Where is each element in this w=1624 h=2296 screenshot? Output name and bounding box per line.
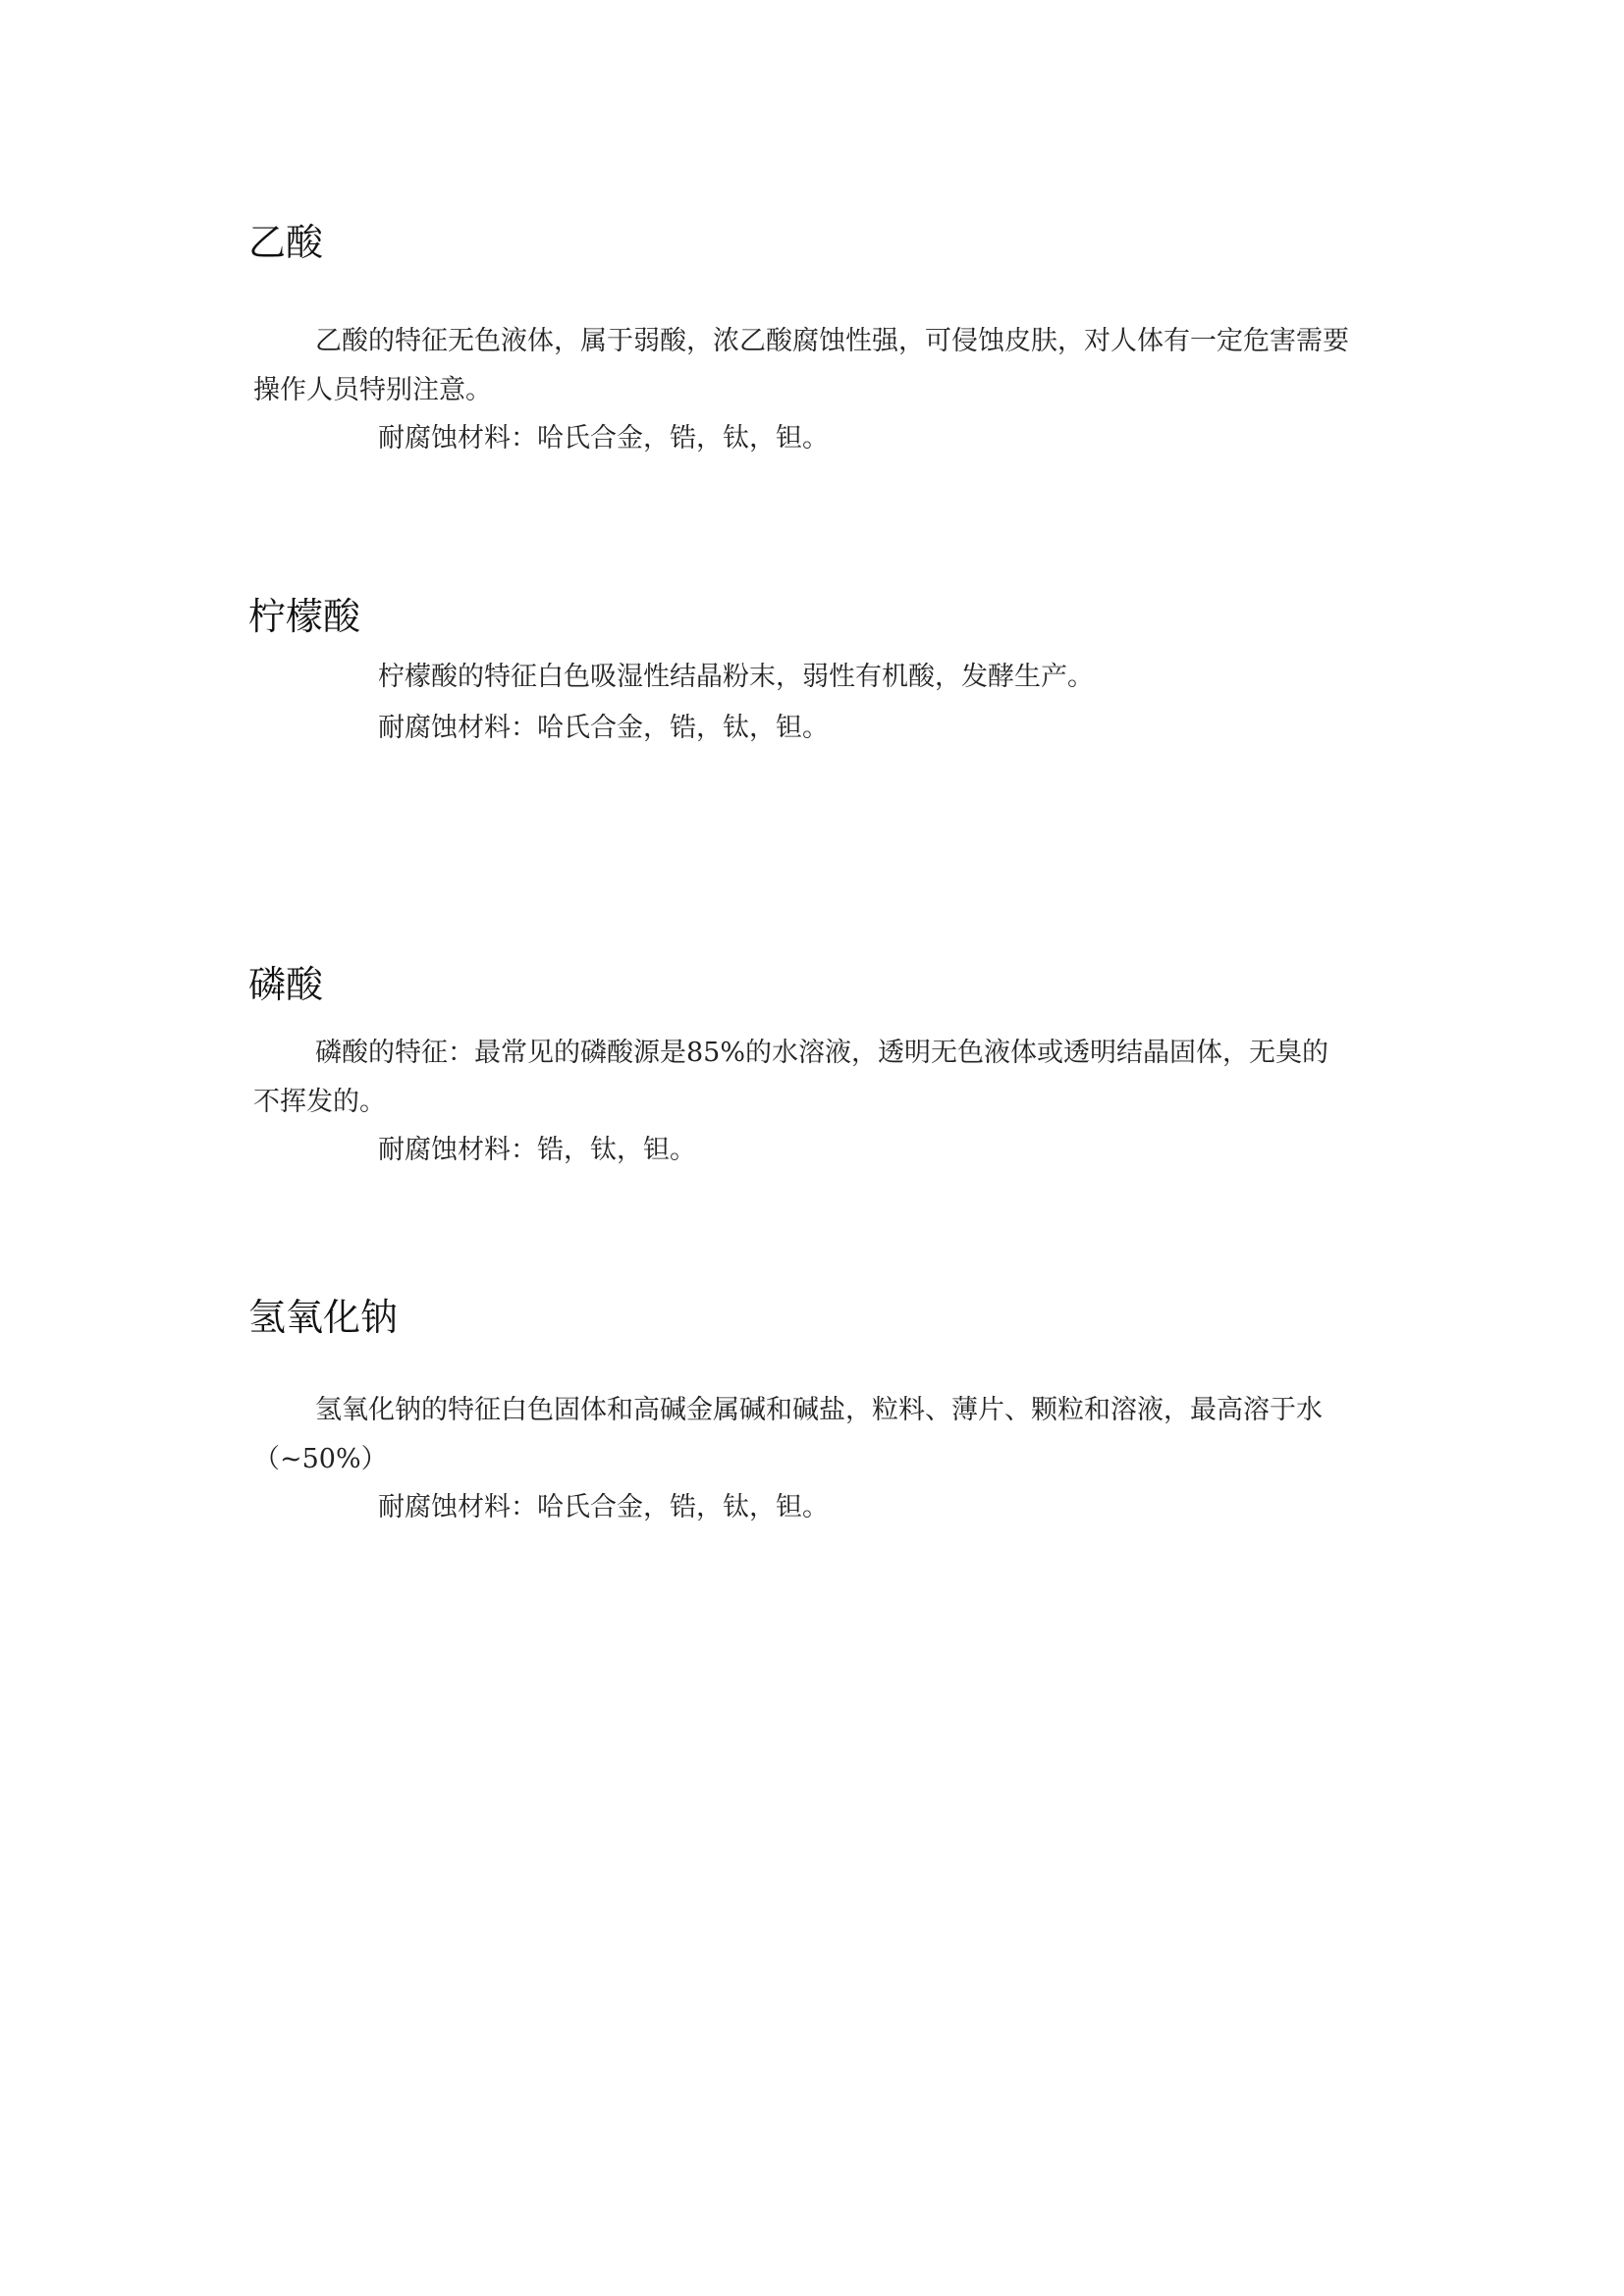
section-materials-citric-acid: 耐腐蚀材料：哈氏合金，锆，钛，钽。 bbox=[378, 713, 829, 743]
section-description-acetic-acid: 乙酸的特征无色液体，属于弱酸，浓乙酸腐蚀性强，可侵蚀皮肤，对人体有一定危害需要操作人员特别注意。 bbox=[253, 326, 1349, 405]
section-materials-sodium-hydroxide: 耐腐蚀材料：哈氏合金，锆，钛，钽。 bbox=[378, 1492, 829, 1522]
section-description-phosphoric-acid: 磷酸的特征：最常见的磷酸源是85%的水溶液，透明无色液体或透明结晶固体，无臭的不挥发的。 bbox=[253, 1038, 1329, 1117]
section-title-citric-acid: 柠檬酸 bbox=[248, 595, 361, 638]
section-materials-phosphoric-acid: 耐腐蚀材料：锆，钛，钽。 bbox=[378, 1135, 696, 1165]
section-description-citric-acid: 柠檬酸的特征白色吸湿性结晶粉末，弱性有机酸，发酵生产。 bbox=[378, 662, 1094, 692]
section-description-sodium-hydroxide: 氢氧化钠的特征白色固体和高碱金属碱和碱盐，粒料、薄片、颗粒和溶液，最高溶于水（~50%） bbox=[253, 1395, 1323, 1474]
section-title-acetic-acid: 乙酸 bbox=[248, 221, 324, 264]
section-title-sodium-hydroxide: 氢氧化钠 bbox=[248, 1296, 399, 1339]
section-materials-acetic-acid: 耐腐蚀材料：哈氏合金，锆，钛，钽。 bbox=[378, 423, 829, 454]
section-title-phosphoric-acid: 磷酸 bbox=[248, 963, 324, 1006]
